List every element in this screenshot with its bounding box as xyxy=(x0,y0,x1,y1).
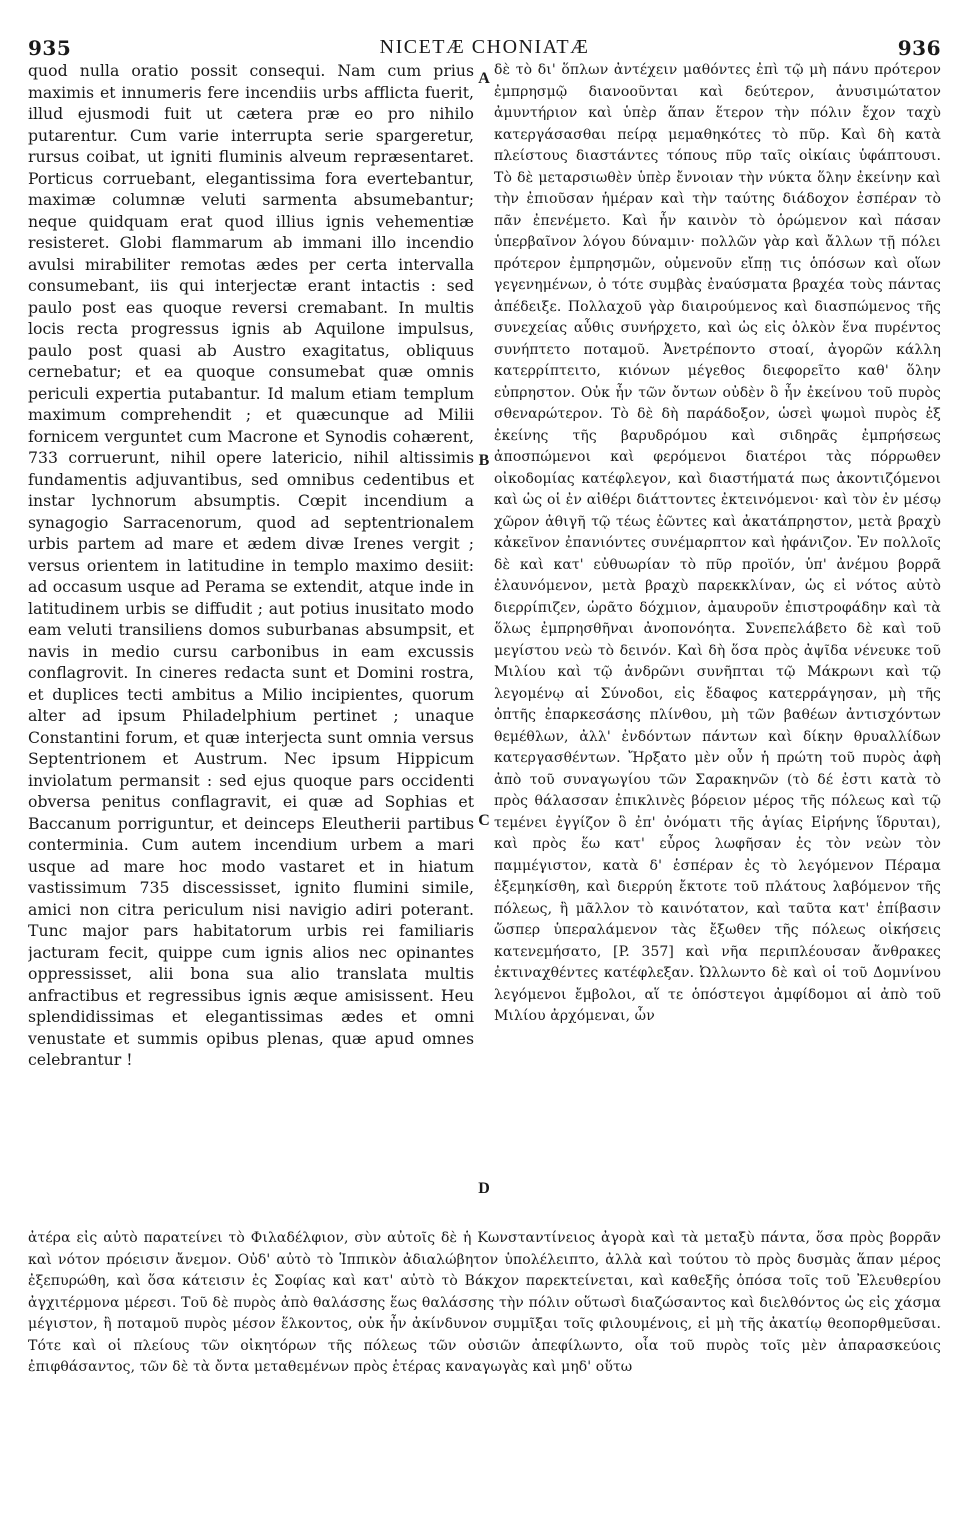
book-page xyxy=(28,30,941,1520)
margin-marker-b: B xyxy=(478,452,490,469)
greek-paragraph: δὲ τὸ δι' ὅπλων ἀντέχειν μαθόντες ἐπὶ τῷ μὴ πάνυ πρότερον ἐμπρησμῷ διανοοῦνται καὶ δεύτερον, ἀνυσιμώτατον ἀμυντήριον καὶ ὑπὲρ ἅπαν ἕτερον τὴν πόλιν ἔχον ταχὺ κατεργάσασθαι πείρᾳ μεμαθηκότες τὸ πῦρ. Καὶ δὴ κατὰ πλείστους διαστάντες τόπους πῦρ ταῖς οἰκίαις ὑφάπτουσι. Τὸ δὲ μεταρσιωθὲν ὑπὲρ ἔννοιαν τὴν νύκτα ὅλην ἐκείνην καὶ τὴν ἐπιοῦσαν ἡμέραν καὶ τὴν ταύτης διάδοχον ἐσπέραν τὸ πᾶν ἐπενέμετο. Καὶ ἦν καινὸν τὸ ὁρώμενον καὶ πάσαν ὑπερβαῖνον λόγου δύναμιν· πολλῶν γὰρ καὶ ἄλλων τῇ πόλει πρότερον ἐμπρησμῶν, οὐμενοῦν εἴπῃ τις ὁπόσων καὶ οἵων γεγενημένων, ὁ τότε συμβὰς ἐναύσματα βραχέα τοὺς πάντας ἀπέδειξε. Πολλαχοῦ γὰρ διαιρούμενος καὶ διασπώμενος τῆς συνεχείας αὖθις συνήρχετο, καὶ ὡς εἰς ὁλκὸν ἕνα πυρέντος συνήπτετο ποταμοῦ. Ἀνετρέποντο στοαί, ἀγορῶν κάλλη κατερρίπτειτο, κιόνων μέγεθος διεφορεῖτο καθ' ὅλην εὐπρηστον. Οὐκ ἦν τῶν ὄντων οὐδὲν ὃ ἦν ἐκείνου τοῦ πυρὸς σθεναρώτερον. Τὸ δὲ δὴ παράδοξον, ὡσεὶ ψωμοὶ πυρὸς ἐξ ἐκείνης τῆς βαρυδρόμου καὶ σιδηρᾶς ἐμπρήσεως ἀποσπώμενοι καὶ φερόμενοι διατέροι τὰς πόρρωθεν οἰκοδομίας κατέφλεγον, καὶ διαστήματά πως ἀκοντιζόμενοι καὶ ὡς οἱ ἐν αἰθέρι διάττοντες ἐκτεινόμενοι· καὶ τὸν ἐν μέσῳ χῶρον ἀθιγῆ τῷ τέως ἐῶντες καὶ ἀκατάπρηστον, μετὰ βραχὺ κἀκεῖνον ἐπανιόντες συνέμαρπτον καὶ ἠφάνιζον. Ἐν πολλοῖς δὲ καὶ κατ' εὐθυωρίαν τὸ πῦρ προϊόν, ὑπ' ἀνέμου βορρᾶ ἐλαυνόμενον, μετὰ βραχὺ παρεκκλίναν, ὡς εἰ νότος αὐτὸ διερρίπιζεν, ὡρᾶτο δόχμιον, ἀμαυροῦν ἐπιστροφάδην καὶ τὰ ὅλως ἐμπρησθῆναι ἀνοπονόητα. Συνεπελάβετο δὲ καὶ τοῦ μεγίστου νεὼ τὸ δεινόν. Καὶ δὴ ὅσα πρὸς ἀψῖδα νένευκε τοῦ Μιλίου καὶ τῷ ἀνδρῶνι συνῆπται τῷ Μάκρωνι καὶ τῷ λεγομένῳ αἱ Σύνοδοι, εἰς ἔδαφος κατερράγησαν, μὴ τῆς ὀπτῆς ἐπαρκεσάσης πλίνθου, μὴ τῶν βαθέων ἀντισχόντων θεμέθλων, ἀλλ' ἐνδόντων πάντων καὶ δίκην θρυαλλίδων κατεργασθέντων. Ἤρξατο μὲν οὖν ἡ πρώτη τοῦ πυρὸς ἀφὴ ἀπὸ τοῦ συναγωγίου τῶν Σαρακηνῶν (τὸ δέ ἐστι κατὰ τὸ πρὸς θάλασσαν ἐπικλινὲς βόρειον μέρος τῆς πόλεως καὶ τῷ τεμένει ἐγγίζον ὃ ἐπ' ὀνόματι τῆς ἁγίας Εἰρήνης ἵδρυται), καὶ πρὸς ἕω κατ' εὖρος λωφῆσαν ἐς τὸν νεὼν τὸν παμμέγιστον, κατὰ δ' ἑσπέραν ἐς τὸ λεγόμενον Πέραμα ἐξεμηκίσθη, καὶ διερρύη ἔκτοτε τοῦ πλάτους λαβόμενον τῆς πόλεως, ἢ μᾶλλον τὸ καινότατον, καὶ ταῦτα κατ' ἐπίβασιν ὥσπερ ὑπεραλάμενον τὰς ἔξωθεν τῆς πόλεως οἰκήσεις κατενεμήσατο, [P. 357] καὶ νῆα περιπλέουσαν ἄνθρακες ἐκτιναχθέντες κατέφλεξαν. Ὠλλωντο δὲ καὶ οἱ τοῦ Δομνίνου λεγόμενοι ἔμβολοι, αἵ τε ὁπόστεγοι ἀμφίδομοι αἱ ἀπὸ τοῦ Μιλίου ἀρχόμεναι, ὧν xyxy=(494,62,941,1024)
latin-paragraph: quod nulla oratio possit consequi. Nam cum prius maximis et innumeris fere incendiis urbs afflicta fuerit, illud ejusmodi fuit ut cætera præ eo pro nihilo putarentur. Cum varie interrupta serie spargeretur, rursus coibat, ut igniti fluminis alveum repræsentaret. Porticus corruebant, elegantissima fora evertebantur, maximæ columnæ veluti sarmenta absumebantur; neque quidquam erat quod illius ignis vehementiæ resisteret. Globi flammarum ab immani illo incendio avulsi mirabiliter remotas ædes per certa intervalla consumebant, iis qui interjectæ erant intactis : sed paulo post eas quoque reversi cremabant. In multis locis recta progressus ignis ab Aquilone impulsus, paulo post quasi ab Austro exagitatus, obliquus cernebatur; et ea quoque consumebat quæ omnis periculi expertia putabantur. Id malum etiam templum maximum comprehendit ; et quæcunque ad Milii fornicem verguntet cum Macrone et Synodis cohærent, 733 corruerunt, nihil opere latericio, nihil altissimis fundamentis adjuvantibus, sed omnibus cedentibus et instar lychnorum absumptis. Cœpit incendium a synagogio Sarracenorum, quod ad septentrionalem urbis partem ad mare et ædem divæ Irenes vergit ; versus orientem in latitudine in templo maximo desiit: ad occasum usque ad Perama se extendit, atque inde in latitudinem urbis se diffudit ; aut potius inusitato modo eam veluti transiliens domos suburbanas absumpsit, et navis in medio cursu carbonibus in eam excussis conflagrovit. In cineres redacta sunt et Domini rostra, et duplices tecti ambitus a Milio incipientes, quorum alter ad ipsum Philadelphium pertinet ; unaque Constantini forum, et quæ interjecta sunt omnia versus Septentrionem et Austrum. Nec ipsum Hippicum inviolatum permansit : sed ejus quoque pars occidenti obversa penitus conflagravit, ei quæ ad Sophias et Baccanum porriguntur, et deinceps Eleutherii partibus conterminia. Cum autem incendium urbem a mari usque ad mare hoc modo vastaret et in hiatum vastissimum 735 discessisset, ignito flumini simile, amici non citra periculum nisi navigio adiri poterant. Tunc major pars habitatorum urbis rei familiaris jacturam fecit, quippe cum ignis alios nec opinantes oppressisset, alii bona sua alio translata multis anfractibus et regressibus ignis æque amisissent. Heu splendidissimas et elegantissimas ædes et omni venustate et summis opibus plenas, quæ apud omnes celebrantur ! xyxy=(28,61,474,1069)
greek-column xyxy=(494,60,941,1028)
left-page-number: 935 xyxy=(28,36,72,60)
running-title: NICETÆ CHONIATÆ xyxy=(379,36,590,58)
margin-marker-d: D xyxy=(478,1180,490,1197)
margin-marker-a: A xyxy=(478,70,490,87)
two-column-body xyxy=(28,60,941,1228)
right-page-number: 936 xyxy=(897,36,941,60)
bottom-greek-paragraph: ἀτέρα εἰς αὐτὸ παρατείνει τὸ Φιλαδέλφιον, σὺν αὐτοῖς δὲ ἡ Κωνσταντίνειος ἀγορὰ καὶ τὰ μεταξὺ πάντα, ὅσα πρὸς βορρᾶν καὶ νότον πρόεισιν ἄνεμον. Οὐδ' αὐτὸ τὸ Ἱππικὸν ἀδιαλώβητον ὑπολέλειπτο, ἀλλὰ καὶ τούτου τὸ πρὸς δυσμὰς ἅπαν μέρος ἐξεπυρώθη, καὶ ὅσα κάτεισιν ἐς Σοφίας καὶ κατ' αὐτὸ τὸ Βάκχον παρεκτείνεται, καὶ καθεξῆς ὁπόσα τοῖς τοῦ Ἐλευθερίου ἀγχιτέρμονα μέρεσι. Τοῦ δὲ πυρὸς ἀπὸ θαλάσσης ἕως θαλάσσης τὴν πόλιν οὕτωσὶ διαζώσαντος καὶ διελθόντος ὡς εἰς χάσμα μέγιστον, ἢ ποταμοῦ πυρὸς μέσον ἕλκοντος, οὐκ ἦν ἀκίνδυνον συμμῖξαι τοῖς φιλουμένοις, εἰ μὴ τῆς ἀκατίῳ θεοπορθμεῦσαι. Τότε καὶ οἱ πλείους τῶν οἰκητόρων τῆς πόλεως τῶν οὐσιῶν ἀπεφίλωντο, οἷα τοῦ πυρὸς τοῖς μὲν ἀπαρασκεύοις ἐπιφθάσαντος, τῶν δὲ τὰ ὄντα μεταθεμένων πρὸς ἑτέρας καναγωγὰς καὶ μηδ' οὕτω xyxy=(28,1230,941,1375)
full-width-greek xyxy=(28,1228,941,1379)
latin-column xyxy=(28,60,474,1071)
margin-marker-c: C xyxy=(478,812,490,829)
